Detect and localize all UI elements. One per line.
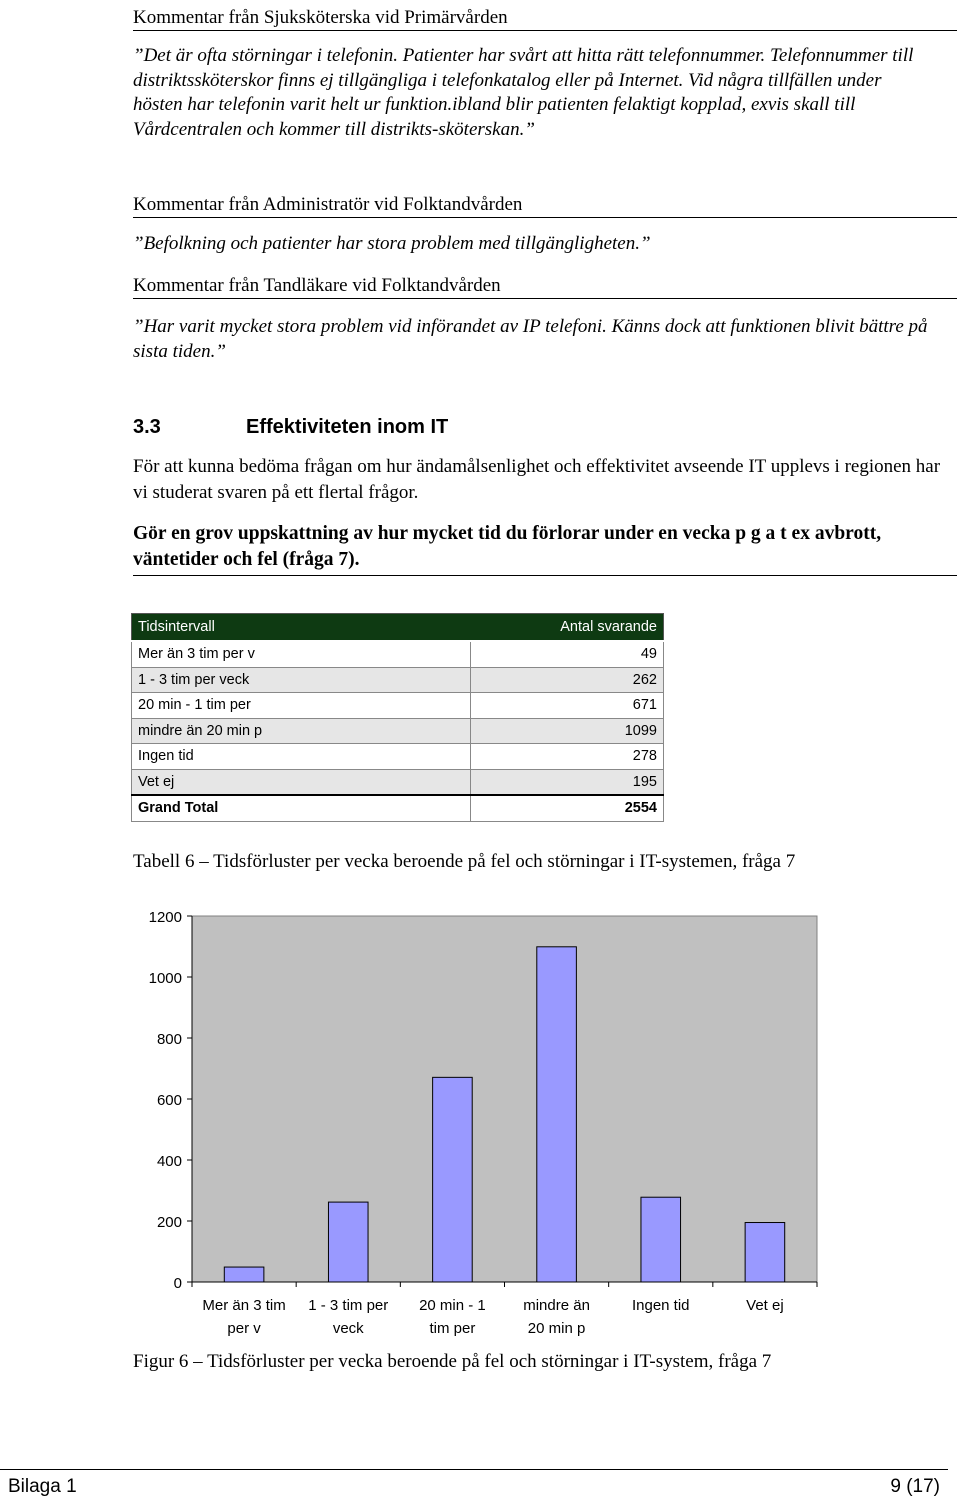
table-cell-interval: 1 - 3 tim per veck xyxy=(132,667,471,693)
table-row xyxy=(132,641,664,667)
chart-x-tick-label: per v xyxy=(227,1320,261,1337)
table-caption: Tabell 6 – Tidsförluster per vecka beroende på fel och störningar i IT-systemen, fråga 7 xyxy=(133,851,796,872)
chart-bar xyxy=(537,947,577,1282)
comment-quote-nurse: ”Det är ofta störningar i telefonin. Patienter har svårt att hitta rätt telefonnummer. Telefonnummer till distriktssköterskor finns ej tillgängliga i telefonkatalog eller på Internet. Vid några tillfällen under hösten har telefonin varit helt ur funktion.ibland blir patienten felaktigt kopplad, exvis skall till Vårdcentralen och kommer till distrikts-sköterskan.” xyxy=(133,45,914,140)
table-total-value: 2554 xyxy=(471,795,664,821)
table-cell-count: 262 xyxy=(471,667,664,693)
footer-divider xyxy=(0,1469,948,1470)
chart-y-tick-label: 1200 xyxy=(148,909,182,926)
table-row xyxy=(132,769,664,795)
chart-x-tick-label: mindre än xyxy=(523,1297,590,1314)
table-total-row xyxy=(132,795,664,821)
comment-quote-administrator: ”Befolkning och patienter har stora problem med tillgängligheten.” xyxy=(133,233,651,254)
table-cell-count: 49 xyxy=(471,641,664,667)
figure-caption: Figur 6 – Tidsförluster per vecka beroende på fel och störningar i IT-system, fråga 7 xyxy=(133,1351,772,1372)
section-number: 3.3 xyxy=(133,416,161,438)
section-title: Effektiviteten inom IT xyxy=(246,416,449,438)
table-cell-interval: 20 min - 1 tim per xyxy=(132,693,471,719)
comment-heading-nurse: Kommentar från Sjuksköterska vid Primärvården xyxy=(133,6,957,31)
time-loss-bar-chart xyxy=(130,898,830,1348)
chart-y-tick-label: 400 xyxy=(156,1153,182,1170)
chart-x-tick-label: 20 min - 1 xyxy=(419,1297,486,1314)
table-cell-interval: Mer än 3 tim per v xyxy=(132,641,471,667)
chart-bar xyxy=(224,1267,264,1282)
chart-x-tick-label: tim per xyxy=(429,1320,476,1337)
chart-y-tick-label: 800 xyxy=(156,1031,182,1048)
table-header-row xyxy=(132,614,664,642)
chart-bar xyxy=(328,1202,368,1282)
chart-y-tick-label: 200 xyxy=(156,1214,182,1231)
table-cell-count: 278 xyxy=(471,744,664,770)
table-row xyxy=(132,744,664,770)
chart-x-tick-label: Mer än 3 tim xyxy=(202,1297,286,1314)
comment-heading-dentist: Kommentar från Tandläkare vid Folktandvården xyxy=(133,274,957,299)
chart-y-tick-label: 1000 xyxy=(148,970,182,987)
column-header-count: Antal svarande xyxy=(471,614,664,642)
chart-x-tick-label: Vet ej xyxy=(746,1297,784,1314)
time-loss-table xyxy=(131,613,664,822)
chart-y-tick-label: 0 xyxy=(173,1275,182,1292)
section-intro: För att kunna bedöma frågan om hur ändamålsenlighet och effektivitet avseende IT upplevs i regionen har vi studerat svaren på ett flertal frågor. xyxy=(133,456,941,503)
survey-question: Gör en grov uppskattning av hur mycket tid du förlorar under en vecka p g a t ex avbrott, väntetider och fel (fråga 7). xyxy=(133,521,957,576)
chart-x-tick-label: Ingen tid xyxy=(631,1297,690,1314)
comment-quote-dentist: ”Har varit mycket stora problem vid införandet av IP telefoni. Känns dock att funktionen blivit bättre på sista tiden.” xyxy=(133,316,928,362)
chart-bar xyxy=(433,1077,473,1282)
table-row xyxy=(132,667,664,693)
comment-heading-administrator: Kommentar från Administratör vid Folktandvården xyxy=(133,193,957,218)
table-cell-interval: mindre än 20 min p xyxy=(132,718,471,744)
chart-bar xyxy=(745,1223,785,1282)
table-row xyxy=(132,718,664,744)
table-cell-count: 1099 xyxy=(471,718,664,744)
table-cell-interval: Vet ej xyxy=(132,769,471,795)
chart-bar xyxy=(641,1197,681,1282)
table-total-label: Grand Total xyxy=(132,795,471,821)
footer-page-number: 9 (17) xyxy=(890,1476,940,1497)
table-cell-interval: Ingen tid xyxy=(132,744,471,770)
chart-x-tick-label: veck xyxy=(332,1320,364,1337)
table-cell-count: 195 xyxy=(471,769,664,795)
column-header-interval: Tidsintervall xyxy=(132,614,471,642)
chart-x-tick-label: 1 - 3 tim per xyxy=(308,1297,389,1314)
footer-appendix-label: Bilaga 1 xyxy=(8,1476,77,1497)
chart-plot-area xyxy=(192,916,817,1282)
chart-y-tick-label: 600 xyxy=(156,1092,182,1109)
table-cell-count: 671 xyxy=(471,693,664,719)
table-row xyxy=(132,693,664,719)
chart-x-tick-label: 20 min p xyxy=(527,1320,586,1337)
